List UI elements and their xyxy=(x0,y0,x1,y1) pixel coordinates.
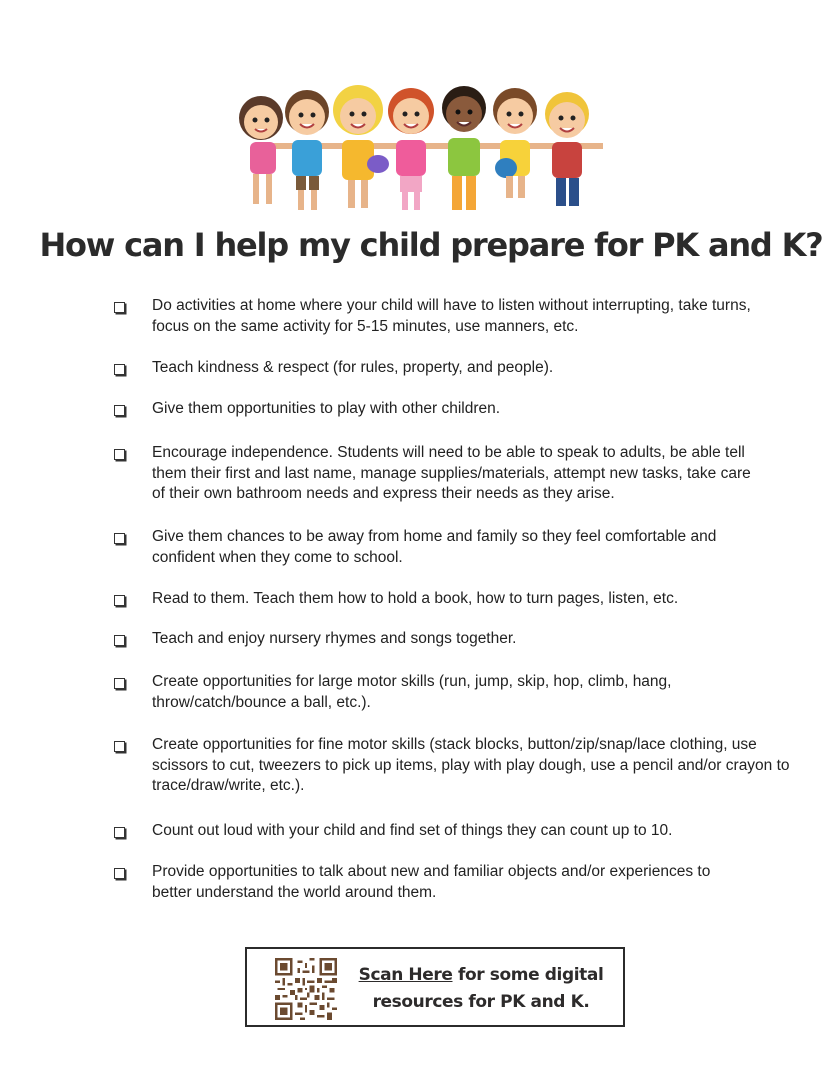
checklist-item-text: Do activities at home where your child will have to listen without interrupting, take turns, focus on the same activity for 5-15 minutes, use manners, etc. xyxy=(152,297,751,335)
qr-caption-line1: for some digital xyxy=(452,965,604,985)
qr-code-icon[interactable] xyxy=(275,958,337,1020)
checkbox-icon[interactable] xyxy=(114,595,125,606)
checkbox-icon[interactable] xyxy=(114,635,125,646)
checklist-item-text: Provide opportunities to talk about new and familiar objects and/or experiences to better understand the world around them. xyxy=(152,863,711,901)
checkbox-icon[interactable] xyxy=(114,678,125,689)
checklist-item-text: Give them opportunities to play with other children. xyxy=(152,400,501,417)
checkbox-icon[interactable] xyxy=(114,364,125,375)
checkbox-icon[interactable] xyxy=(114,405,125,416)
checklist-item-text: Create opportunities for large motor skills (run, jump, skip, hop, climb, hang, throw/catch/bounce a ball, etc.). xyxy=(152,673,672,711)
checkbox-icon[interactable] xyxy=(114,827,125,838)
checkbox-icon[interactable] xyxy=(114,741,125,752)
checklist-item-text: Count out loud with your child and find set of things they can count up to 10. xyxy=(152,822,673,839)
checkbox-icon[interactable] xyxy=(114,302,125,313)
scan-here-link[interactable]: Scan Here xyxy=(358,965,453,985)
qr-caption xyxy=(351,962,611,1016)
checklist-item-text: Create opportunities for fine motor skills (stack blocks, button/zip/snap/lace clothing, use scissors to cut, tweezers to pick up items, play with play dough, use a pencil and/or crayon to trace/draw/write, etc.). xyxy=(152,736,790,794)
checklist-item-text: Teach and enjoy nursery rhymes and songs together. xyxy=(152,630,517,647)
checkbox-icon[interactable] xyxy=(114,449,125,460)
checklist-item-text: Teach kindness & respect (for rules, property, and people). xyxy=(152,359,554,376)
page-title: How can I help my child prepare for PK and K? xyxy=(39,226,823,264)
checkbox-icon[interactable] xyxy=(114,533,125,544)
qr-callout xyxy=(245,947,625,1027)
checklist-item-text: Give them chances to be away from home and family so they feel comfortable and confident when they come to school. xyxy=(152,528,717,566)
qr-caption-line2: resources for PK and K. xyxy=(372,992,590,1012)
checkbox-icon[interactable] xyxy=(114,868,125,879)
checklist-item-text: Read to them. Teach them how to hold a book, how to turn pages, listen, etc. xyxy=(152,590,679,607)
checklist-item-text: Encourage independence. Students will need to be able to speak to adults, be able tell them their first and last name, manage supplies/materials, attempt new tasks, take care of their own bathroom needs and express their needs as they arise. xyxy=(152,444,751,502)
